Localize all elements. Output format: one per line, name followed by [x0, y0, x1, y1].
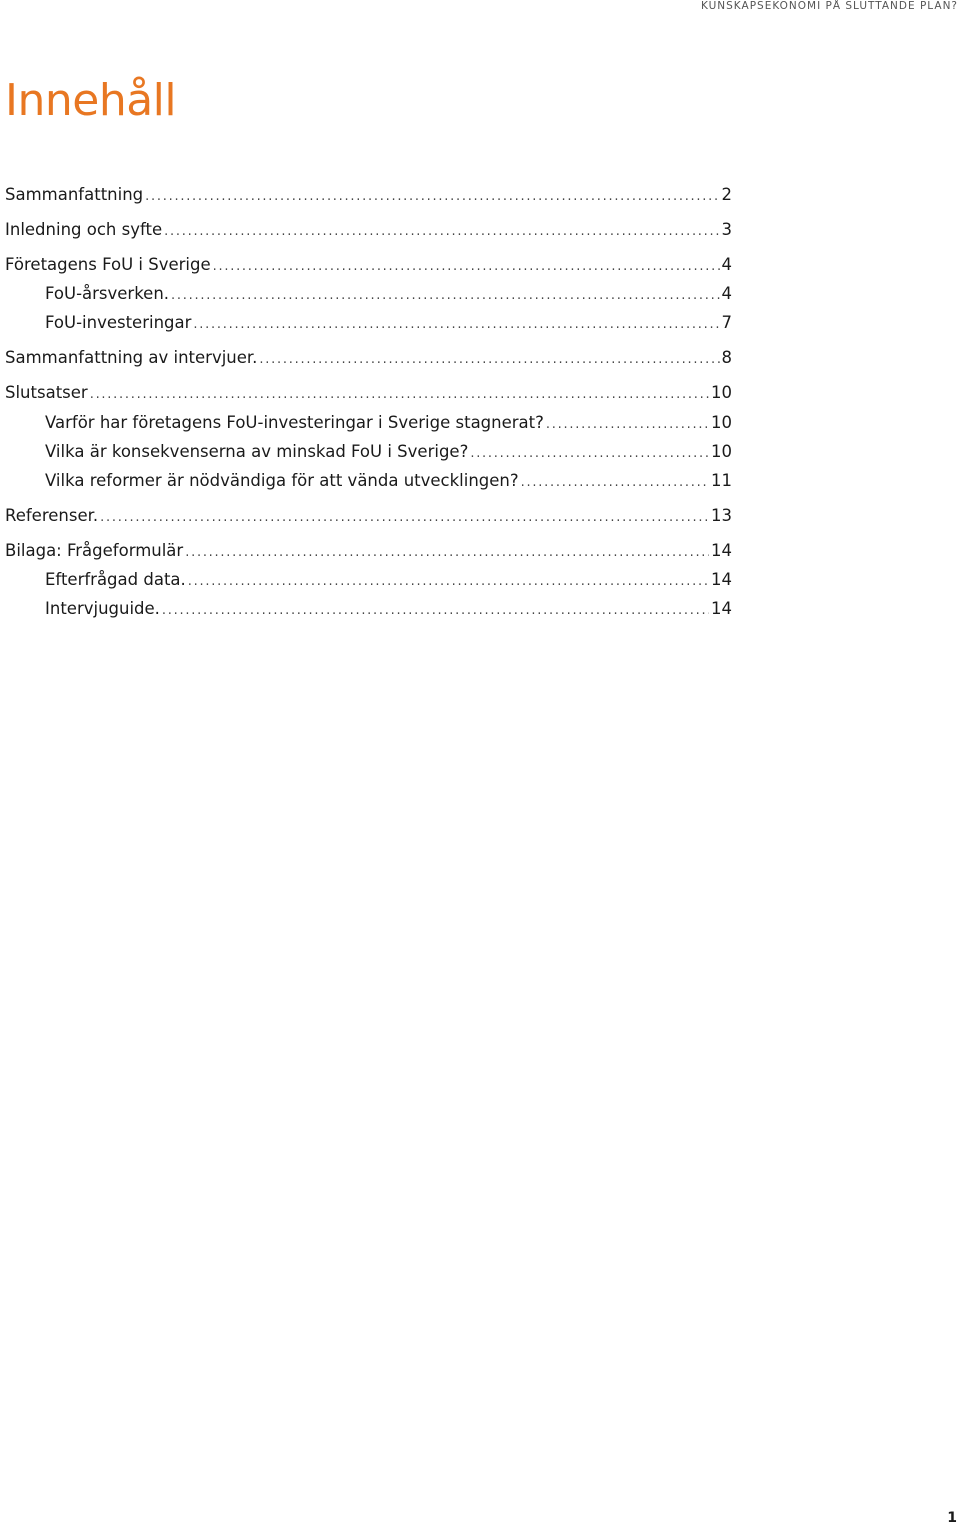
toc-entry-label: Slutsatser: [5, 383, 88, 402]
toc-entry-label: FoU-investeringar: [45, 313, 192, 332]
toc-entry-page: 7: [721, 313, 732, 332]
toc-entry[interactable]: [5, 346, 732, 370]
dot-leader: [546, 413, 709, 437]
toc-entry[interactable]: [45, 411, 732, 435]
toc-entry[interactable]: [5, 218, 732, 242]
toc-entry[interactable]: [45, 597, 732, 621]
dot-leader: [213, 255, 720, 279]
toc-entry-label: Referenser.: [5, 506, 99, 525]
toc-entry-page: 3: [721, 220, 732, 239]
dot-leader: [162, 599, 709, 623]
toc-entry-label: Sammanfattning: [5, 185, 144, 204]
toc-entry-page: 2: [721, 185, 732, 204]
toc-entry-page: 10: [711, 383, 732, 402]
toc-entry-page: 4: [721, 284, 732, 303]
toc-entry-label: Företagens FoU i Sverige: [5, 255, 211, 274]
toc-entry-label: Varför har företagens FoU-investeringar i Sverige stagnerat?: [45, 413, 544, 432]
dot-leader: [188, 570, 709, 594]
toc-entry[interactable]: [45, 440, 732, 464]
dot-leader: [171, 284, 719, 308]
toc-entry-page: 4: [721, 255, 732, 274]
page-title: Innehåll: [5, 75, 177, 126]
dot-leader: [193, 313, 719, 337]
dot-leader: [470, 442, 709, 466]
toc-entry-label: Sammanfattning av intervjuer.: [5, 348, 258, 367]
toc-entry-page: 10: [711, 442, 732, 461]
toc-entry[interactable]: [5, 539, 732, 563]
toc-entry-label: Vilka är konsekvenserna av minskad FoU i Sverige?: [45, 442, 469, 461]
dot-leader: [145, 185, 719, 209]
toc-entry-page: 14: [711, 541, 732, 560]
dot-leader: [164, 220, 719, 244]
toc-entry-page: 10: [711, 413, 732, 432]
toc-entry-label: FoU-årsverken.: [45, 284, 170, 303]
toc-entry-label: Bilaga: Frågeformulär: [5, 541, 184, 560]
toc-entry[interactable]: [45, 469, 732, 493]
toc-entry-label: Efterfrågad data.: [45, 570, 186, 589]
dot-leader: [259, 348, 719, 372]
toc-entry[interactable]: [45, 311, 732, 335]
toc-entry-label: Vilka reformer är nödvändiga för att vända utvecklingen?: [45, 471, 519, 490]
page-number: 1: [947, 1510, 957, 1526]
toc-entry-label: Intervjuguide.: [45, 599, 160, 618]
dot-leader: [185, 541, 709, 565]
toc-entry-label: Inledning och syfte: [5, 220, 163, 239]
toc-entry[interactable]: [5, 504, 732, 528]
running-header: KUNSKAPSEKONOMI PÅ SLUTTANDE PLAN?: [701, 0, 958, 12]
toc-entry[interactable]: [5, 253, 732, 277]
dot-leader: [521, 471, 709, 495]
toc-entry[interactable]: [5, 381, 732, 405]
toc-entry-page: 11: [711, 471, 732, 490]
toc-entry[interactable]: [45, 568, 732, 592]
toc-entry-page: 13: [711, 506, 732, 525]
toc-entry[interactable]: [45, 282, 732, 306]
toc-entry[interactable]: [5, 183, 732, 207]
dot-leader: [90, 383, 709, 407]
toc-entry-page: 8: [721, 348, 732, 367]
toc-entry-page: 14: [711, 599, 732, 618]
toc-entry-page: 14: [711, 570, 732, 589]
dot-leader: [100, 506, 709, 530]
